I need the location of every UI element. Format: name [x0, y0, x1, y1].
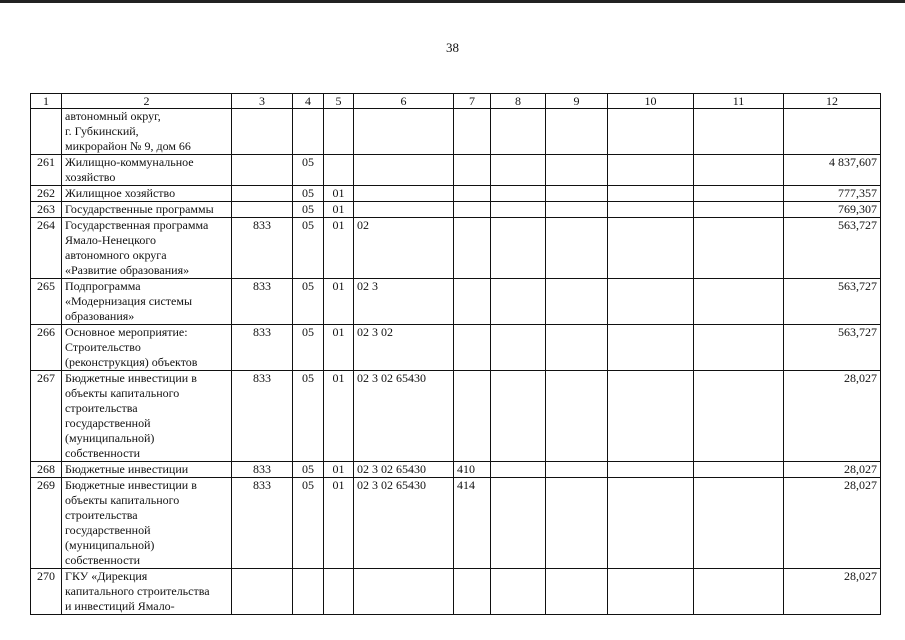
table-row — [31, 325, 881, 371]
code-cell: 02 3 02 — [354, 325, 454, 371]
col4-cell: 05 — [293, 279, 324, 325]
col8-cell — [491, 371, 546, 462]
col9-cell — [546, 569, 608, 615]
row-name-cell: Государственные программы — [62, 202, 232, 218]
row-number-cell: 265 — [31, 279, 62, 325]
col3-cell: 833 — [232, 478, 293, 569]
col5-cell: 01 — [324, 462, 354, 478]
header-cell: 12 — [784, 94, 881, 109]
col7-cell — [454, 109, 491, 155]
col4-cell: 05 — [293, 478, 324, 569]
col11-cell — [694, 325, 784, 371]
header-cell: 11 — [694, 94, 784, 109]
row-number-cell — [31, 109, 62, 155]
table-row — [31, 218, 881, 279]
budget-table — [30, 93, 881, 615]
header-cell: 2 — [62, 94, 232, 109]
col5-cell: 01 — [324, 478, 354, 569]
col5-cell — [324, 109, 354, 155]
code-cell — [354, 569, 454, 615]
row-name-cell: Подпрограмма «Модернизация системы образования» — [62, 279, 232, 325]
code-cell — [354, 186, 454, 202]
col8-cell — [491, 569, 546, 615]
col11-cell — [694, 371, 784, 462]
col4-cell: 05 — [293, 155, 324, 186]
col7-cell — [454, 279, 491, 325]
col11-cell — [694, 109, 784, 155]
col5-cell — [324, 155, 354, 186]
col8-cell — [491, 202, 546, 218]
col10-cell — [608, 155, 694, 186]
col7-cell — [454, 202, 491, 218]
amount-cell: 563,727 — [784, 218, 881, 279]
col8-cell — [491, 109, 546, 155]
table-row — [31, 478, 881, 569]
table-row — [31, 569, 881, 615]
col11-cell — [694, 279, 784, 325]
page-top-border — [0, 0, 905, 3]
amount-cell: 28,027 — [784, 371, 881, 462]
col10-cell — [608, 325, 694, 371]
row-number-cell: 270 — [31, 569, 62, 615]
col9-cell — [546, 155, 608, 186]
amount-cell — [784, 109, 881, 155]
col3-cell — [232, 202, 293, 218]
row-name-cell: Государственная программа Ямало-Ненецкого автономного округа «Развитие образования» — [62, 218, 232, 279]
table-body — [31, 109, 881, 615]
row-number-cell: 263 — [31, 202, 62, 218]
code-cell: 02 — [354, 218, 454, 279]
header-cell: 3 — [232, 94, 293, 109]
col4-cell: 05 — [293, 218, 324, 279]
col9-cell — [546, 186, 608, 202]
col11-cell — [694, 569, 784, 615]
header-cell: 8 — [491, 94, 546, 109]
col5-cell: 01 — [324, 202, 354, 218]
header-cell: 6 — [354, 94, 454, 109]
col7-cell — [454, 325, 491, 371]
col3-cell: 833 — [232, 218, 293, 279]
row-name-cell: Бюджетные инвестиции в объекты капитального строительства государственной (муниципальной) собственности — [62, 371, 232, 462]
row-name-cell: Жилищно-коммунальное хозяйство — [62, 155, 232, 186]
header-cell: 9 — [546, 94, 608, 109]
col11-cell — [694, 155, 784, 186]
amount-cell: 563,727 — [784, 279, 881, 325]
row-number-cell: 266 — [31, 325, 62, 371]
code-cell: 02 3 02 65430 — [354, 478, 454, 569]
col7-cell — [454, 155, 491, 186]
row-name-cell: ГКУ «Дирекция капитального строительства и инвестиций Ямало- — [62, 569, 232, 615]
col4-cell: 05 — [293, 186, 324, 202]
col8-cell — [491, 325, 546, 371]
table-row — [31, 202, 881, 218]
col10-cell — [608, 478, 694, 569]
table-row — [31, 371, 881, 462]
col3-cell: 833 — [232, 462, 293, 478]
header-cell: 4 — [293, 94, 324, 109]
col8-cell — [491, 279, 546, 325]
table-row — [31, 186, 881, 202]
col7-cell — [454, 371, 491, 462]
col7-cell: 410 — [454, 462, 491, 478]
col5-cell: 01 — [324, 325, 354, 371]
col8-cell — [491, 186, 546, 202]
amount-cell: 769,307 — [784, 202, 881, 218]
table-row — [31, 109, 881, 155]
code-cell — [354, 155, 454, 186]
code-cell: 02 3 02 65430 — [354, 371, 454, 462]
row-name-cell: Бюджетные инвестиции — [62, 462, 232, 478]
row-number-cell: 262 — [31, 186, 62, 202]
col10-cell — [608, 109, 694, 155]
amount-cell: 563,727 — [784, 325, 881, 371]
col9-cell — [546, 202, 608, 218]
header-row — [31, 94, 881, 109]
amount-cell: 28,027 — [784, 478, 881, 569]
col4-cell: 05 — [293, 371, 324, 462]
col10-cell — [608, 462, 694, 478]
col7-cell — [454, 218, 491, 279]
col9-cell — [546, 109, 608, 155]
table-row — [31, 279, 881, 325]
code-cell — [354, 202, 454, 218]
col3-cell: 833 — [232, 371, 293, 462]
col5-cell — [324, 569, 354, 615]
col3-cell — [232, 109, 293, 155]
col4-cell: 05 — [293, 462, 324, 478]
amount-cell: 28,027 — [784, 569, 881, 615]
row-name-cell: Бюджетные инвестиции в объекты капитального строительства государственной (муниципальной) собственности — [62, 478, 232, 569]
row-number-cell: 267 — [31, 371, 62, 462]
col10-cell — [608, 569, 694, 615]
row-number-cell: 268 — [31, 462, 62, 478]
table-row — [31, 462, 881, 478]
col8-cell — [491, 462, 546, 478]
col10-cell — [608, 279, 694, 325]
row-number-cell: 264 — [31, 218, 62, 279]
header-cell: 1 — [31, 94, 62, 109]
col9-cell — [546, 462, 608, 478]
col11-cell — [694, 218, 784, 279]
col5-cell: 01 — [324, 218, 354, 279]
col5-cell: 01 — [324, 279, 354, 325]
page-number: 38 — [446, 40, 459, 55]
amount-cell: 777,357 — [784, 186, 881, 202]
col3-cell — [232, 569, 293, 615]
row-name-cell: Жилищное хозяйство — [62, 186, 232, 202]
col9-cell — [546, 218, 608, 279]
col11-cell — [694, 478, 784, 569]
col5-cell: 01 — [324, 371, 354, 462]
col4-cell — [293, 109, 324, 155]
col7-cell — [454, 186, 491, 202]
amount-cell: 28,027 — [784, 462, 881, 478]
code-cell — [354, 109, 454, 155]
row-name-cell: автономный округ, г. Губкинский, микрорайон № 9, дом 66 — [62, 109, 232, 155]
col3-cell — [232, 186, 293, 202]
table-row — [31, 155, 881, 186]
col9-cell — [546, 371, 608, 462]
col10-cell — [608, 202, 694, 218]
header-cell: 5 — [324, 94, 354, 109]
col9-cell — [546, 478, 608, 569]
col9-cell — [546, 325, 608, 371]
col9-cell — [546, 279, 608, 325]
col10-cell — [608, 371, 694, 462]
row-name-cell: Основное мероприятие: Строительство (реконструкция) объектов — [62, 325, 232, 371]
col11-cell — [694, 186, 784, 202]
col4-cell: 05 — [293, 325, 324, 371]
amount-cell: 4 837,607 — [784, 155, 881, 186]
col11-cell — [694, 202, 784, 218]
col3-cell: 833 — [232, 325, 293, 371]
row-number-cell: 261 — [31, 155, 62, 186]
col5-cell: 01 — [324, 186, 354, 202]
code-cell: 02 3 — [354, 279, 454, 325]
col3-cell: 833 — [232, 279, 293, 325]
col10-cell — [608, 218, 694, 279]
header-cell: 10 — [608, 94, 694, 109]
col3-cell — [232, 155, 293, 186]
code-cell: 02 3 02 65430 — [354, 462, 454, 478]
col11-cell — [694, 462, 784, 478]
col7-cell: 414 — [454, 478, 491, 569]
col4-cell — [293, 569, 324, 615]
col8-cell — [491, 478, 546, 569]
col10-cell — [608, 186, 694, 202]
col8-cell — [491, 218, 546, 279]
col8-cell — [491, 155, 546, 186]
header-cell: 7 — [454, 94, 491, 109]
col7-cell — [454, 569, 491, 615]
row-number-cell: 269 — [31, 478, 62, 569]
col4-cell: 05 — [293, 202, 324, 218]
